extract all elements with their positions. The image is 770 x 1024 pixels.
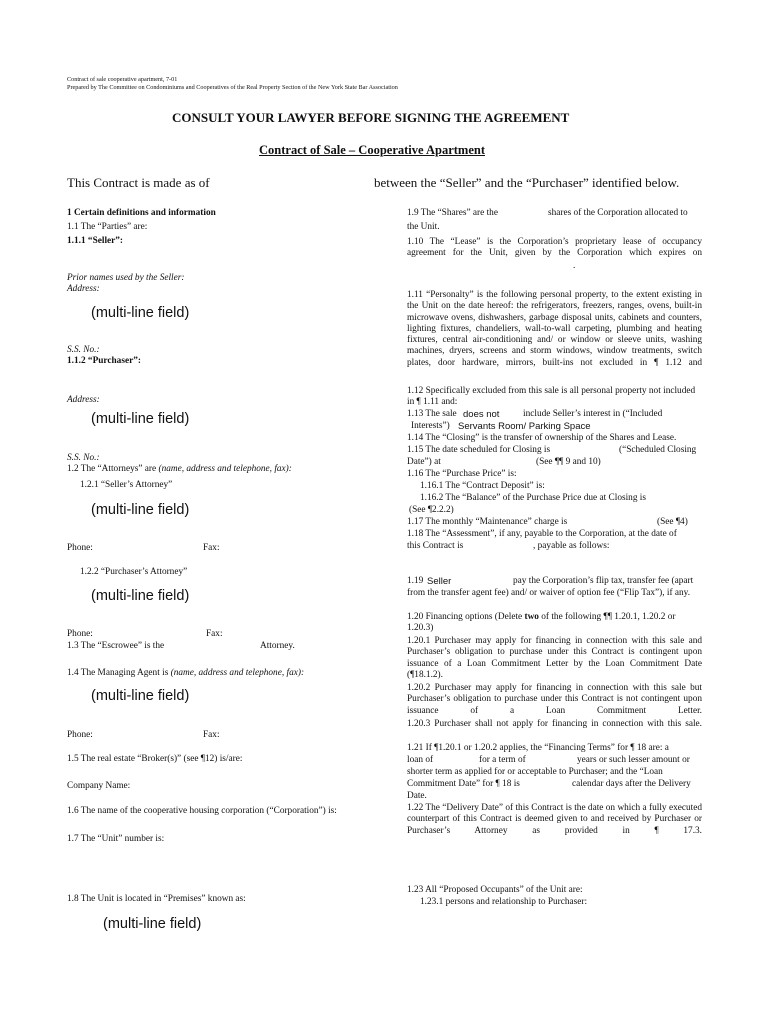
closing-date-label: 1.15 The date scheduled for Closing is	[407, 445, 551, 455]
intro-left: This Contract is made as of	[67, 175, 210, 190]
managing-agent-phone-label: Phone:	[67, 730, 93, 740]
closing-date-at: Date”) at	[407, 457, 441, 467]
seller-address-label: Address:	[67, 284, 100, 294]
proposed-occupants-label: 1.23 All “Proposed Occupants” of the Unit are:	[407, 885, 583, 895]
contract-deposit-label: 1.16.1 The “Contract Deposit” is:	[420, 481, 545, 491]
financing-option-1: 1.20.1 Purchaser may apply for financing in connection with this sale and Purchaser’s obligation to purchase under this Contract is contingent upon issuance of a Loan Commitment Letter by the Loan Commitment Date (¶18.1.2).	[407, 636, 702, 680]
warning-title: CONSULT YOUR LAWYER BEFORE SIGNING THE AGREEMENT	[172, 110, 570, 125]
prior-names-label: Prior names used by the Seller:	[67, 273, 185, 283]
occupants-relationship-label: 1.23.1 persons and relationship to Purchaser:	[420, 897, 588, 907]
form-reference: Contract of sale cooperative apartment, 7-01	[67, 76, 178, 83]
flip-tax-text: from the transfer agent fee) and/ or waiver of option fee (“Flip Tax”), if any.	[407, 588, 691, 598]
maintenance-label: 1.17 The monthly “Maintenance” charge is	[407, 517, 568, 527]
included-interests-end: Interests”)	[411, 421, 450, 431]
shares-label-end: the Unit.	[407, 222, 440, 232]
assessment-label: 1.18 The “Assessment”, if any, payable to the Corporation, at the date of	[407, 529, 677, 539]
purchaser-attorney-fax-label: Fax:	[206, 629, 223, 639]
intro-right: between the “Seller” and the “Purchaser” identified below.	[374, 175, 680, 190]
balance-see: (See ¶2.2.2)	[409, 505, 454, 515]
lease-period: .	[573, 261, 576, 271]
flip-tax-payer-value[interactable]: Seller	[427, 576, 452, 587]
premises-label: 1.8 The Unit is located in “Premises” known as:	[67, 894, 246, 904]
purchaser-ssn-label: S.S. No.:	[67, 453, 100, 463]
shares-label: 1.9 The “Shares” are the	[407, 208, 498, 218]
attorneys-label: 1.2 The “Attorneys” are (name, address and telephone, fax):	[67, 464, 292, 474]
loan-amount-label: loan of	[407, 755, 434, 765]
shares-label-cont: shares of the Corporation allocated to	[548, 208, 688, 218]
form-author: Prepared by The Committee on Condominiums and Cooperatives of the Real Property Section of the New York State Bar Association	[67, 84, 398, 91]
flip-tax-label: pay the Corporation’s flip tax, transfer fee (apart	[513, 576, 694, 586]
personalty-text: 1.11 “Personalty” is the following personal property, to the extent existing in the Unit on the date hereof: the refrigerators, freezers, ranges, ovens, built-in microwave ovens, dishwashers, garbage disposal units, cabinets and counters, lighting fixtures, chandeliers, wall-to-wall carpeting, plumbing and heating fixtures, central air-conditioning and/ or window or sleeve units, washing machines, dryers, screens and storm windows, window treatments, switch plates, door hardware, mirrors, built-ins not excluded in ¶ 1.12 and	[407, 290, 702, 368]
section-1-heading: 1 Certain definitions and information	[67, 208, 216, 218]
loan-term-label: for a term of	[479, 755, 526, 765]
managing-agent-label: 1.4 The Managing Agent is (name, address and telephone, fax):	[67, 668, 305, 678]
closing-date-label-cont: (“Scheduled Closing	[619, 445, 697, 455]
purchaser-attorney-phone-label: Phone:	[67, 629, 93, 639]
contract-title: Contract of Sale – Cooperative Apartment	[259, 143, 485, 157]
seller-attorney-phone-label: Phone:	[67, 543, 93, 553]
seller-address-field[interactable]: (multi-line field)	[91, 305, 190, 321]
delivery-date-text: 1.22 The “Delivery Date” of this Contract is the date on which a fully executed counterpart of this Contract is deemed given to and received by Purchaser or Purchaser’s Attorney as provided in ¶ 17.3.	[407, 803, 702, 836]
financing-option-3: 1.20.3 Purchaser shall not apply for financing in connection with this sale.	[407, 719, 702, 729]
excluded-text: 1.12 Specifically excluded from this sale is all personal property not included in ¶ 1.11 and:	[407, 386, 696, 408]
seller-ssn-label: S.S. No.:	[67, 345, 100, 355]
company-name-label: Company Name:	[67, 781, 131, 791]
managing-agent-fax-label: Fax:	[203, 730, 220, 740]
included-interests-cont: include Seller’s interest in (“Included	[523, 409, 663, 419]
included-interests-value[interactable]: does not	[463, 409, 500, 420]
assessment-label-cont: this Contract is	[407, 541, 464, 551]
closing-date-see: (See ¶¶ 9 and 10)	[536, 457, 601, 467]
unit-number-label: 1.7 The “Unit” number is:	[67, 834, 165, 844]
purchaser-label: 1.1.2 “Purchaser”:	[67, 356, 141, 366]
seller-label: 1.1.1 “Seller”:	[67, 236, 124, 246]
loan-term-cont: years or such lesser amount or	[577, 755, 690, 765]
premises-field[interactable]: (multi-line field)	[103, 916, 202, 932]
financing-options-heading: 1.20 Financing options (Delete two of the following ¶¶ 1.20.1, 1.20.2 or 1.20.3)	[407, 612, 676, 634]
loan-commitment-date-label: Commitment Date” for ¶ 18 is	[407, 779, 520, 789]
financing-terms-end: Date.	[407, 791, 427, 801]
financing-option-2: 1.20.2 Purchaser may apply for financing in connection with this sale but Purchaser’s obligation to purchase under this Contract is not contingent upon issuance of a Loan Commitment Letter.	[407, 683, 702, 716]
purchase-price-label: 1.16 The “Purchase Price” is:	[407, 469, 517, 479]
purchaser-attorney-label: 1.2.2 “Purchaser’s Attorney”	[80, 567, 188, 577]
closing-text: 1.14 The “Closing” is the transfer of ownership of the Shares and Lease.	[407, 433, 677, 443]
flip-tax-number: 1.19	[407, 576, 424, 586]
corporation-label: 1.6 The name of the cooperative housing corporation (“Corporation”) is:	[67, 806, 337, 816]
purchaser-attorney-field[interactable]: (multi-line field)	[91, 588, 190, 604]
assessment-payable: , payable as follows:	[533, 541, 610, 551]
seller-attorney-label: 1.2.1 “Seller’s Attorney”	[80, 480, 173, 490]
lease-text: 1.10 The “Lease” is the Corporation’s proprietary lease of occupancy agreement for the Unit, given by the Corporation which expires on	[407, 237, 702, 259]
maintenance-see: (See ¶4)	[657, 517, 688, 527]
parties-label: 1.1 The “Parties” are:	[67, 222, 148, 232]
escrowee-suffix: Attorney.	[260, 641, 295, 651]
purchaser-address-label: Address:	[67, 395, 100, 405]
seller-attorney-fax-label: Fax:	[203, 543, 220, 553]
escrowee-label: 1.3 The “Escrowee” is the	[67, 641, 165, 651]
financing-terms-label: 1.21 If ¶1.20.1 or 1.20.2 applies, the “Financing Terms” for ¶ 18 are: a	[407, 743, 669, 753]
seller-attorney-field[interactable]: (multi-line field)	[91, 502, 190, 518]
loan-commitment-date-cont: calendar days after the Delivery	[572, 779, 691, 789]
broker-label: 1.5 The real estate “Broker(s)” (see ¶12) is/are:	[67, 754, 243, 764]
included-interests-items[interactable]: Servants Room/ Parking Space	[458, 421, 591, 432]
financing-terms-cont: shorter term as applied for or acceptable to Purchaser; and the “Loan	[407, 767, 663, 777]
included-interests-label: 1.13 The sale	[407, 409, 457, 419]
balance-label: 1.16.2 The “Balance” of the Purchase Price due at Closing is	[420, 493, 646, 503]
purchaser-address-field[interactable]: (multi-line field)	[91, 411, 190, 427]
managing-agent-field[interactable]: (multi-line field)	[91, 688, 190, 704]
